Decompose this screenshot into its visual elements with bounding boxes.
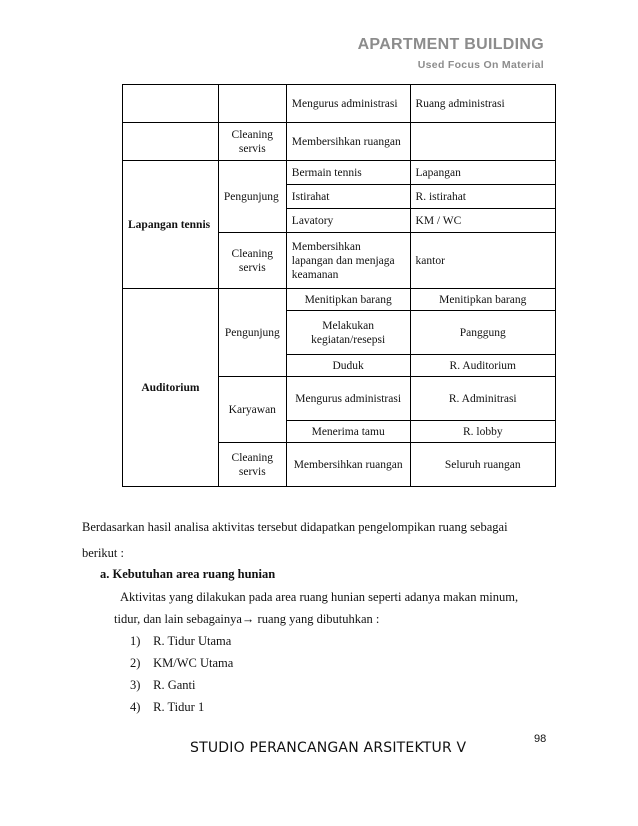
table-cell-room: KM / WC [410,209,555,233]
list-item [130,700,204,715]
table-cell-activity: Istirahat [286,185,410,209]
table-row [123,85,556,123]
table-cell-activity: Menitipkan barang [286,289,410,311]
table-cell-room: Panggung [410,311,555,355]
paragraph-line: tidur, dan lain sebagainya→ ruang yang dibutuhkan : [114,612,380,626]
table-cell-activity: Mengurus administrasi [286,85,410,123]
list-number: 3) [130,678,141,692]
table-cell-room: Menitipkan barang [410,289,555,311]
table-cell-activity: Membersihkan ruangan [286,123,410,161]
section-heading: a. Kebutuhan area ruang hunian [100,567,276,581]
list-text: R. Ganti [153,678,196,692]
list-number: 1) [130,634,141,648]
table-cell-activity: Menerima tamu [286,421,410,443]
list-text: R. Tidur Utama [153,634,232,648]
table-cell-actor: Pengunjung [218,161,286,233]
list-text: KM/WC Utama [153,656,234,670]
table-cell-room [410,123,555,161]
table-cell-room: kantor [410,233,555,289]
list-number: 2) [130,656,141,670]
table-cell-room: Seluruh ruangan [410,443,555,487]
list-item [130,656,233,671]
zone-label-tennis: Lapangan tennis [123,161,219,289]
table-cell-room: R. Adminitrasi [410,377,555,421]
footer-text: STUDIO PERANCANGAN ARSITEKTUR V [190,740,467,756]
table-row [123,161,556,185]
page-number: 98 [534,733,547,745]
table-cell [123,123,219,161]
list-text: R. Tidur 1 [153,700,205,714]
zone-label-auditorium: Auditorium [123,289,219,487]
table-cell-activity: Duduk [286,355,410,377]
list-number: 4) [130,700,141,714]
table-cell-room: R. istirahat [410,185,555,209]
table-cell-activity: Membersihkan lapangan dan menjaga keamanan [286,233,410,289]
table-cell-activity: Mengurus administrasi [286,377,410,421]
table-cell-actor: Cleaning servis [218,443,286,487]
table-cell-actor: Cleaning servis [218,123,286,161]
table-cell-activity: Bermain tennis [286,161,410,185]
header-subtitle: Used Focus On Material [417,59,544,71]
table-cell-actor: Pengunjung [218,289,286,377]
table-cell-activity: Melakukan kegiatan/resepsi [286,311,410,355]
table-cell-activity: Lavatory [286,209,410,233]
table-cell [123,85,219,123]
paragraph-line: berikut : [82,546,125,560]
paragraph-line: Berdasarkan hasil analisa aktivitas tersebut didapatkan pengelompikan ruang sebagai [82,520,508,534]
header-title: APARTMENT BUILDING [357,36,544,53]
activity-table [122,84,556,487]
table-cell [218,85,286,123]
paragraph-line: Aktivitas yang dilakukan pada area ruang hunian seperti adanya makan minum, [120,590,519,604]
list-item [130,634,231,649]
table-cell-activity: Membersihkan ruangan [286,443,410,487]
table-cell-actor: Cleaning servis [218,233,286,289]
table-cell-room: Ruang administrasi [410,85,555,123]
table-cell-room: R. lobby [410,421,555,443]
table-row [123,123,556,161]
table-row [123,289,556,311]
table-cell-room: Lapangan [410,161,555,185]
table-cell-actor: Karyawan [218,377,286,443]
table-cell-room: R. Auditorium [410,355,555,377]
list-item [130,678,195,693]
